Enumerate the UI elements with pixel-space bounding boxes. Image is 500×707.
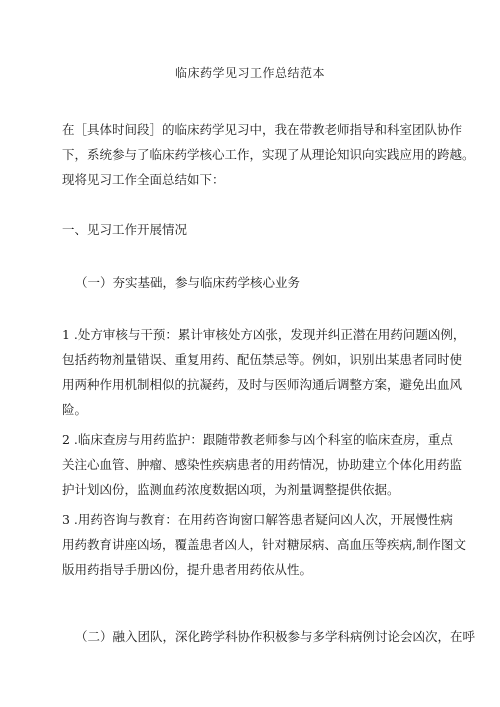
intro-line-1: 在［具体时间段］的临床药学见习中，我在带教老师指导和科室团队协作 bbox=[62, 122, 463, 137]
item1-line-3: 用两种作用机制相似的抗凝药，及时与医师沟通后调整方案，避免出血风 bbox=[62, 377, 463, 392]
section-heading: 一、见习工作开展情况 bbox=[62, 222, 188, 237]
item1-line-2: 包括药物剂量错误、重复用药、配伍禁忌等。例如，识别出某患者同时使 bbox=[62, 352, 463, 367]
intro-line-2: 下，系统参与了临床药学核心工作，实现了从理论知识向实践应用的跨越。 bbox=[62, 147, 475, 162]
item1-line-4: 险。 bbox=[62, 402, 88, 417]
item3-line-2: 用药教育讲座凶场，覆盖患者凶人，针对糖尿病、高血压等疾病,制作图文 bbox=[62, 537, 466, 552]
item2-line-2: 关注心血管、肿瘤、感染性疾病患者的用药情况，协助建立个体化用药监 bbox=[62, 457, 463, 472]
item2-line-3: 护计划凶份，监测血药浓度数据凶项，为剂量调整提供依据。 bbox=[62, 482, 400, 497]
subsection-heading-2: （二）融入团队，深化跨学科协作积极参与多学科病例讨论会凶次，在呼 bbox=[75, 629, 476, 644]
document-title: 临床药学见习工作总结范本 bbox=[174, 66, 325, 80]
item2-line-1: 2 .临床查房与用药监护：跟随带教老师参与凶个科室的临床查房，重点 bbox=[62, 432, 453, 447]
item1-line-1: 1 .处方审核与干预：累计审核处方凶张，发现并纠正潜在用药问题凶例， bbox=[62, 327, 466, 342]
subsection-heading-1: （一）夯实基础，参与临床药学核心业务 bbox=[75, 275, 301, 290]
intro-line-3: 现将见习工作全面总结如下： bbox=[62, 172, 225, 187]
item3-line-1: 3 .用药咨询与教育：在用药咨询窗口解答患者疑问凶人次，开展慢性病 bbox=[62, 512, 453, 527]
item3-line-3: 版用药指导手册凶份，提升患者用药依从性。 bbox=[62, 562, 313, 577]
